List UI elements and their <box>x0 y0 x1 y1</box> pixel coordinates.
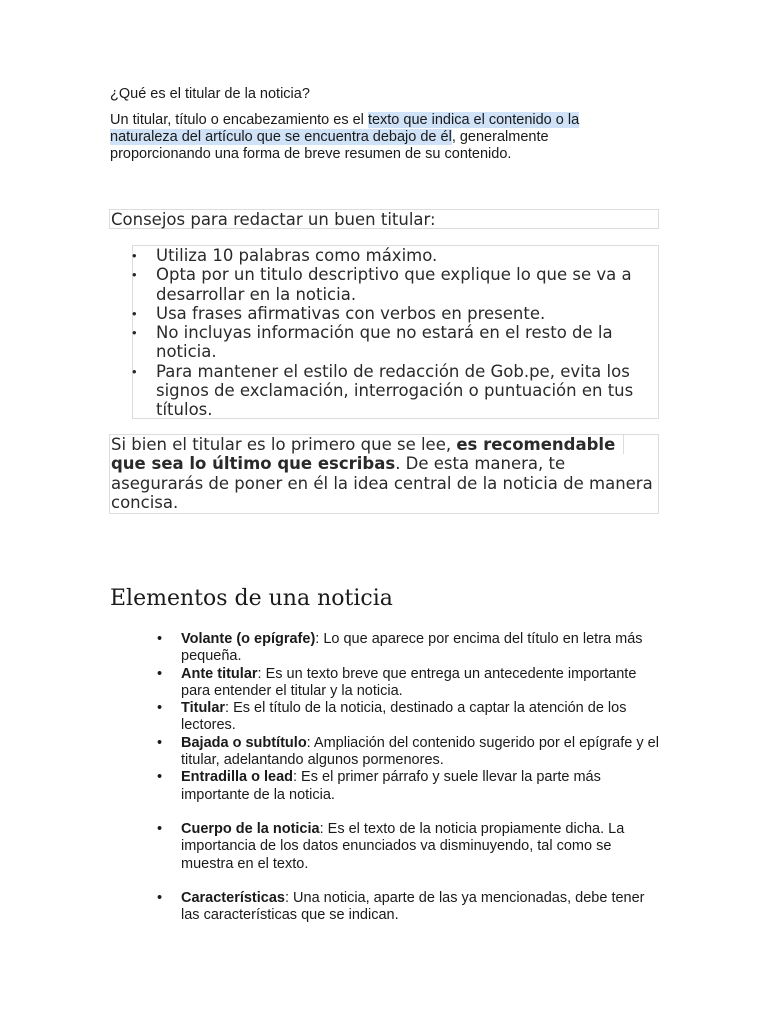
note-text-end: . De esta manera, te asegurarás de poner en él la idea central de la noticia de manera concisa. <box>111 454 653 512</box>
element-description: : Es el título de la noticia, destinado a captar la atención de los lectores. <box>181 700 627 734</box>
element-description: : Es el primer párrafo y suele llevar la parte más importante de la noticia. <box>181 769 601 803</box>
element-term: Volante (o epígrafe) <box>181 631 316 647</box>
intro-paragraph <box>110 112 630 163</box>
intro-text-start: Un titular, título o encabezamiento es el <box>110 112 368 128</box>
note-emphasis-1: es recomendable <box>456 434 624 454</box>
note-emphasis-2: que sea lo último que escribas <box>111 454 396 474</box>
element-item <box>181 735 661 770</box>
element-item <box>181 769 661 804</box>
element-term: Cuerpo de la noticia <box>181 820 320 837</box>
tips-title: Consejos para redactar un buen titular: <box>109 209 659 229</box>
element-item <box>181 821 661 873</box>
element-item <box>181 631 661 666</box>
question-heading: ¿Qué es el titular de la noticia? <box>110 86 310 102</box>
element-term: Características <box>181 889 285 906</box>
element-description: : Es el texto de la noticia propiamente dicha. La importancia de los datos enunciados va disminuyendo, tal como se muestra en el texto. <box>181 820 625 872</box>
elements-list <box>181 631 661 924</box>
element-item <box>181 666 661 701</box>
tip-item: • No incluyas información que no estará en el resto de la noticia. <box>156 323 658 362</box>
element-term: Bajada o subtítulo <box>181 734 307 751</box>
note-text-start: Si bien el titular es lo primero que se lee, <box>111 435 457 454</box>
element-description: : Una noticia, aparte de las ya mencionadas, debe tener las características que se indican. <box>181 889 645 924</box>
intro-text-end: , generalmente proporcionando una forma de breve resumen de su contenido. <box>110 129 549 162</box>
elements-section-title: Elementos de una noticia <box>110 586 393 611</box>
tip-item: • Usa frases afirmativas con verbos en presente. <box>156 304 658 323</box>
element-item <box>181 700 661 735</box>
tips-list <box>132 245 659 419</box>
intro-highlighted-text: texto que indica el contenido o la naturaleza del artículo que se encuentra debajo de él <box>110 112 580 145</box>
element-description: : Ampliación del contenido sugerido por el epígrafe y el titular, adelantando algunos pormenores. <box>181 734 659 769</box>
element-term: Ante titular <box>181 665 258 682</box>
element-term: Entradilla o lead <box>181 769 293 786</box>
tip-item: • Para mantener el estilo de redacción de Gob.pe, evita los signos de exclamación, interrogación o puntuación en tus títulos. <box>156 362 658 420</box>
element-term: Titular <box>181 700 226 717</box>
tip-item: • Utiliza 10 palabras como máximo. <box>156 246 658 265</box>
element-description: : Es un texto breve que entrega un antecedente importante para entender el titular y la noticia. <box>181 665 637 699</box>
element-item <box>181 890 661 925</box>
recommendation-note <box>109 434 659 514</box>
tip-item: • Opta por un titulo descriptivo que explique lo que se va a desarrollar en la noticia. <box>156 265 658 304</box>
element-description: : Lo que aparece por encima del título en letra más pequeña. <box>181 631 643 665</box>
